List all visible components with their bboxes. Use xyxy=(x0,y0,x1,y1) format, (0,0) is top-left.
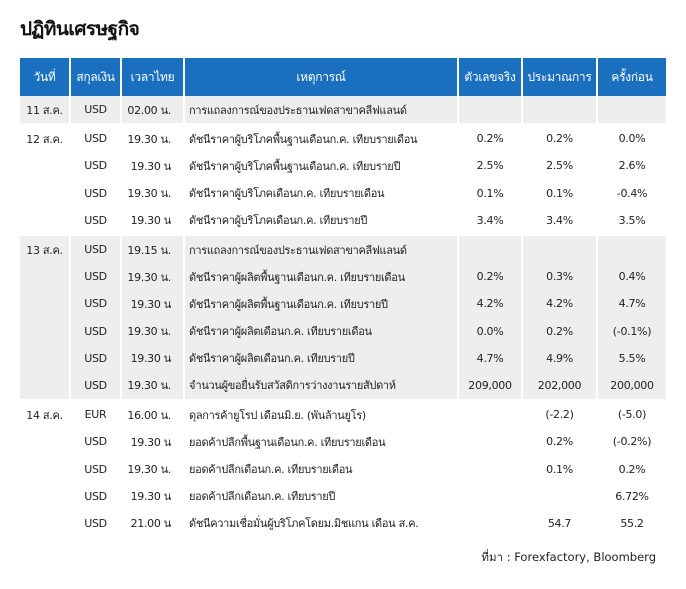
source-note: ที่มา : Forexfactory, Bloomberg xyxy=(481,550,656,564)
row-forecast xyxy=(522,235,597,263)
row-forecast xyxy=(522,483,597,510)
row-date: 13 ส.ค. xyxy=(20,235,70,263)
row-previous: 4.7% xyxy=(597,290,666,317)
row-currency: USD xyxy=(70,483,121,510)
row-actual: 209,000 xyxy=(458,372,522,400)
row-event: ดัชนีราคาผู้บริโภคพื้นฐานเดือนก.ค. เทียบรายปี xyxy=(184,152,458,179)
row-actual xyxy=(458,428,522,455)
row-event: ดุลการค้ายูโรป เดือนมิ.ย. (พันล้านยูโร) xyxy=(184,400,458,428)
row-event: ยอดค้าปลีกพื้นฐานเดือนก.ค. เทียบรายเดือน xyxy=(184,428,458,455)
row-date xyxy=(20,455,70,482)
row-currency: USD xyxy=(70,96,121,124)
row-event: ดัชนีราคาผู้ผลิตพื้นฐานเดือนก.ค. เทียบรายเดือน xyxy=(184,263,458,290)
row-time: 16.00 น. xyxy=(121,400,184,428)
table-row xyxy=(20,483,666,510)
row-previous: (-0.1%) xyxy=(597,318,666,345)
row-forecast: 3.4% xyxy=(522,207,597,235)
row-actual: 0.1% xyxy=(458,180,522,207)
row-event: ยอดค้าปลีกเดือนก.ค. เทียบรายปี xyxy=(184,483,458,510)
row-time: 19.30 น xyxy=(121,345,184,372)
row-time: 19.30 น. xyxy=(121,263,184,290)
row-time: 19.15 น. xyxy=(121,235,184,263)
table-row xyxy=(20,318,666,345)
row-forecast: 54.7 xyxy=(522,510,597,537)
row-forecast: 0.2% xyxy=(522,124,597,152)
header-event: เหตุการณ์ xyxy=(184,58,458,96)
row-actual: 2.5% xyxy=(458,152,522,179)
row-time: 19.30 น. xyxy=(121,180,184,207)
row-event: ยอดค้าปลีกเดือนก.ค. เทียบรายเดือน xyxy=(184,455,458,482)
table-row xyxy=(20,152,666,179)
row-date xyxy=(20,152,70,179)
row-currency: USD xyxy=(70,124,121,152)
row-time: 21.00 น xyxy=(121,510,184,537)
header-previous: ครั้งก่อน xyxy=(597,58,666,96)
row-currency: USD xyxy=(70,428,121,455)
row-previous: 3.5% xyxy=(597,207,666,235)
row-currency: USD xyxy=(70,263,121,290)
table-row xyxy=(20,400,666,428)
table-row xyxy=(20,235,666,263)
row-date: 12 ส.ค. xyxy=(20,124,70,152)
row-time: 19.30 น xyxy=(121,290,184,317)
row-date: 14 ส.ค. xyxy=(20,400,70,428)
table-header-row xyxy=(20,58,666,96)
row-forecast: 0.2% xyxy=(522,428,597,455)
row-previous: (-0.2%) xyxy=(597,428,666,455)
row-actual xyxy=(458,483,522,510)
row-event: ดัชนีราคาผู้บริโภคพื้นฐานเดือนก.ค. เทียบรายเดือน xyxy=(184,124,458,152)
row-actual: 0.0% xyxy=(458,318,522,345)
row-forecast: 4.2% xyxy=(522,290,597,317)
table-row xyxy=(20,455,666,482)
row-time: 19.30 น. xyxy=(121,372,184,400)
header-date: วันที่ xyxy=(20,58,70,96)
row-date xyxy=(20,483,70,510)
row-event: การแถลงการณ์ของประธานเฟดสาขาคลีฟแลนด์ xyxy=(184,96,458,124)
row-actual: 0.2% xyxy=(458,124,522,152)
row-event: ดัชนีราคาผู้บริโภคเดือนก.ค. เทียบรายปี xyxy=(184,207,458,235)
table-row xyxy=(20,372,666,400)
row-date: 11 ส.ค. xyxy=(20,96,70,124)
row-previous: 0.0% xyxy=(597,124,666,152)
row-forecast: 0.1% xyxy=(522,455,597,482)
header-forecast: ประมาณการ xyxy=(522,58,597,96)
row-forecast: 202,000 xyxy=(522,372,597,400)
table-row xyxy=(20,263,666,290)
row-date xyxy=(20,428,70,455)
row-currency: USD xyxy=(70,180,121,207)
row-currency: USD xyxy=(70,510,121,537)
header-actual: ตัวเลขจริง xyxy=(458,58,522,96)
row-event: ดัชนีราคาผู้ผลิตเดือนก.ค. เทียบรายปี xyxy=(184,345,458,372)
header-currency: สกุลเงิน xyxy=(70,58,121,96)
row-forecast: 4.9% xyxy=(522,345,597,372)
row-event: ดัชนีราคาผู้บริโภคเดือนก.ค. เทียบรายเดือน xyxy=(184,180,458,207)
table-row xyxy=(20,428,666,455)
row-date xyxy=(20,263,70,290)
row-actual xyxy=(458,96,522,124)
row-event: ดัชนีราคาผู้ผลิตพื้นฐานเดือนก.ค. เทียบรายปี xyxy=(184,290,458,317)
row-previous: 200,000 xyxy=(597,372,666,400)
row-actual: 4.7% xyxy=(458,345,522,372)
row-currency: USD xyxy=(70,372,121,400)
row-previous: 5.5% xyxy=(597,345,666,372)
row-actual xyxy=(458,400,522,428)
row-event: ดัชนีความเชื่อมั่นผู้บริโภคโดยม.มิชแกน เดือน ส.ค. xyxy=(184,510,458,537)
row-previous: -0.4% xyxy=(597,180,666,207)
row-time: 19.30 น. xyxy=(121,124,184,152)
header-time: เวลาไทย xyxy=(121,58,184,96)
economic-calendar-table xyxy=(20,58,666,537)
row-forecast: 0.1% xyxy=(522,180,597,207)
row-previous: (-5.0) xyxy=(597,400,666,428)
row-previous: 0.4% xyxy=(597,263,666,290)
page-title: ปฏิทินเศรษฐกิจ xyxy=(20,18,140,40)
row-date xyxy=(20,180,70,207)
row-actual: 3.4% xyxy=(458,207,522,235)
table-row xyxy=(20,180,666,207)
row-previous xyxy=(597,235,666,263)
row-currency: USD xyxy=(70,235,121,263)
row-date xyxy=(20,318,70,345)
row-currency: USD xyxy=(70,152,121,179)
row-currency: USD xyxy=(70,207,121,235)
row-previous: 6.72% xyxy=(597,483,666,510)
row-time: 19.30 น xyxy=(121,483,184,510)
table-body xyxy=(20,96,666,537)
row-forecast: 2.5% xyxy=(522,152,597,179)
row-time: 19.30 น. xyxy=(121,318,184,345)
row-forecast: 0.2% xyxy=(522,318,597,345)
row-actual xyxy=(458,235,522,263)
row-previous: 55.2 xyxy=(597,510,666,537)
row-time: 19.30 น xyxy=(121,428,184,455)
row-actual xyxy=(458,455,522,482)
row-date xyxy=(20,510,70,537)
row-actual xyxy=(458,510,522,537)
row-forecast xyxy=(522,96,597,124)
row-time: 19.30 น. xyxy=(121,455,184,482)
row-currency: USD xyxy=(70,455,121,482)
row-date xyxy=(20,290,70,317)
table-row xyxy=(20,345,666,372)
row-currency: EUR xyxy=(70,400,121,428)
row-actual: 0.2% xyxy=(458,263,522,290)
table-row xyxy=(20,96,666,124)
row-date xyxy=(20,345,70,372)
row-event: ดัชนีราคาผู้ผลิตเดือนก.ค. เทียบรายเดือน xyxy=(184,318,458,345)
row-previous: 2.6% xyxy=(597,152,666,179)
table-row xyxy=(20,124,666,152)
table-row xyxy=(20,510,666,537)
row-currency: USD xyxy=(70,290,121,317)
row-event: การแถลงการณ์ของประธานเฟดสาขาคลีฟแลนด์ xyxy=(184,235,458,263)
table-row xyxy=(20,290,666,317)
row-date xyxy=(20,372,70,400)
row-date xyxy=(20,207,70,235)
row-currency: USD xyxy=(70,345,121,372)
row-time: 19.30 น xyxy=(121,207,184,235)
table-row xyxy=(20,207,666,235)
row-event: จำนวนผู้ขอยื่นรับสวัสดิการว่างงานรายสัปดาห์ xyxy=(184,372,458,400)
row-previous xyxy=(597,96,666,124)
row-previous: 0.2% xyxy=(597,455,666,482)
row-actual: 4.2% xyxy=(458,290,522,317)
row-forecast: (-2.2) xyxy=(522,400,597,428)
row-forecast: 0.3% xyxy=(522,263,597,290)
row-time: 19.30 น xyxy=(121,152,184,179)
row-time: 02.00 น. xyxy=(121,96,184,124)
row-currency: USD xyxy=(70,318,121,345)
